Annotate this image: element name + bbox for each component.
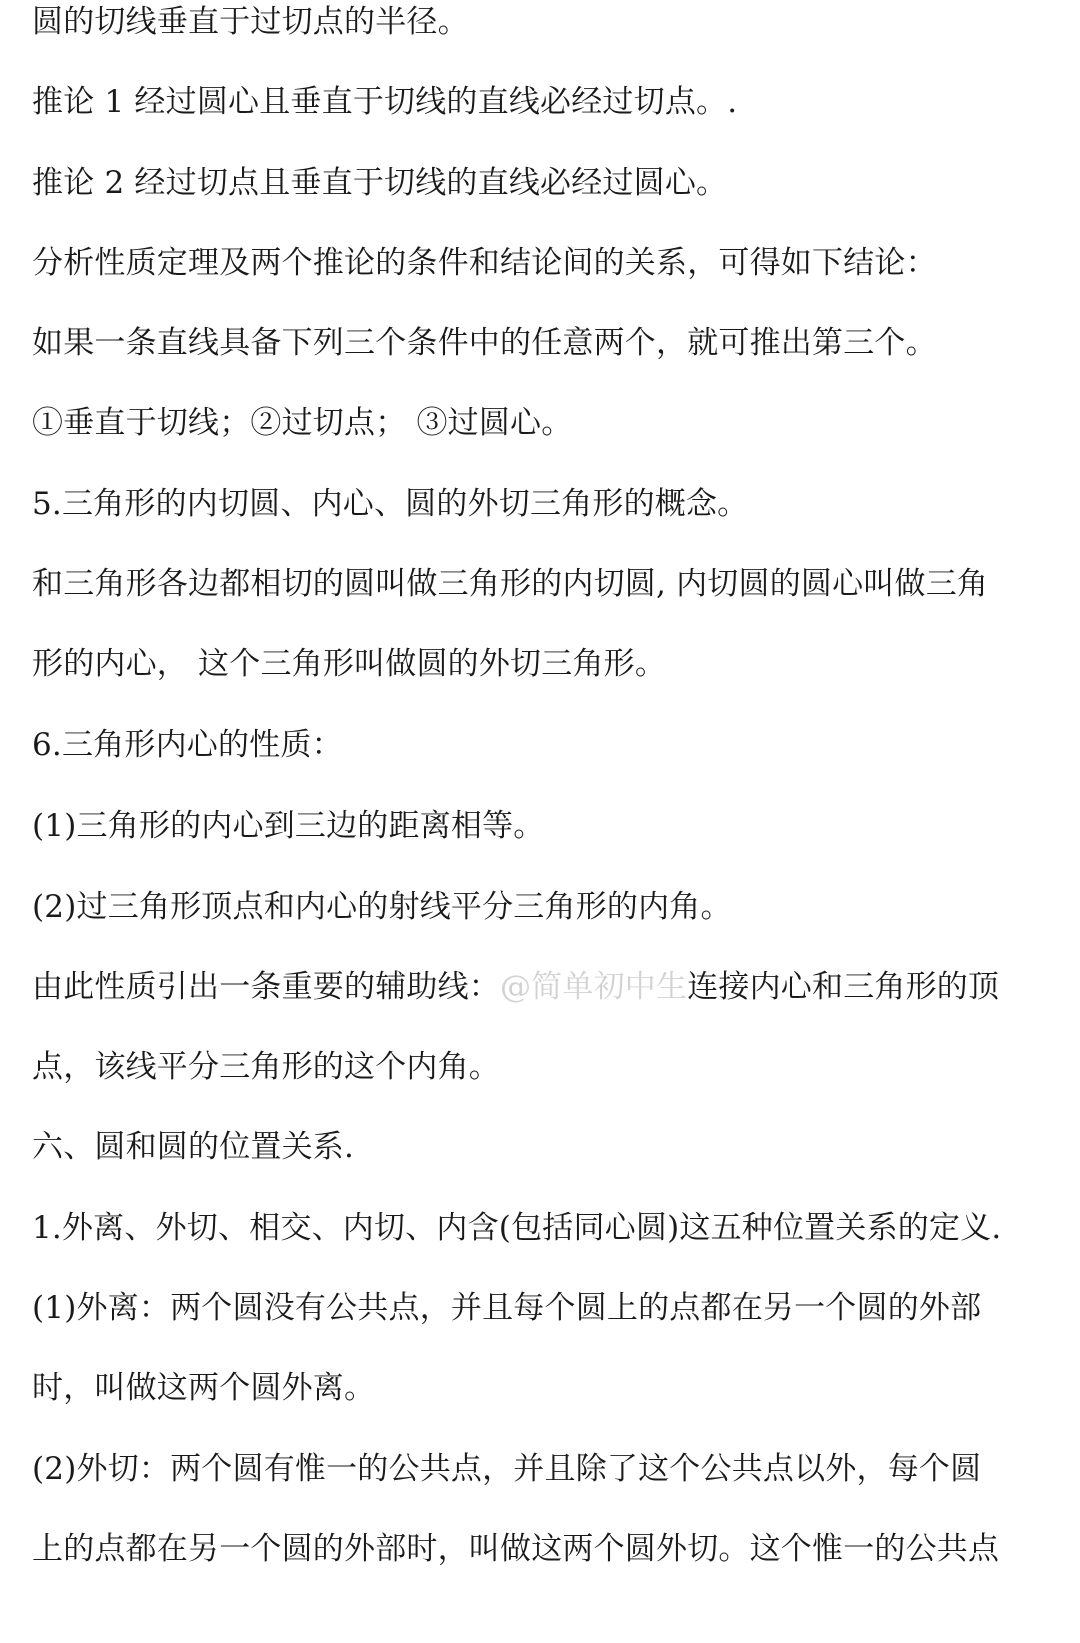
text-segment: 连接内心和三角形的顶 xyxy=(687,969,1000,1005)
text-line: 1.外离、外切、相交、内切、内含(包括同心圆)这五种位置关系的定义. xyxy=(32,1210,1002,1246)
text-line: 如果一条直线具备下列三个条件中的任意两个，就可推出第三个。 xyxy=(32,325,937,361)
text-line: 形的内心， 这个三角形叫做圆的外切三角形。 xyxy=(32,646,667,682)
text-line: 上的点都在另一个圆的外部时，叫做这两个圆外切。这个惟一的公共点 xyxy=(32,1531,1000,1567)
text-line: ①垂直于切线；②过切点； ③过圆心。 xyxy=(32,405,573,441)
text-line: (1)三角形的内心到三边的距离相等。 xyxy=(32,808,545,844)
text-line: 和三角形各边都相切的圆叫做三角形的内切圆, 内切圆的圆心叫做三角 xyxy=(32,566,989,602)
text-line: 圆的切线垂直于过切点的半径。 xyxy=(32,4,469,40)
text-line: 点，该线平分三角形的这个内角。 xyxy=(32,1049,500,1085)
section-heading: 六、圆和圆的位置关系. xyxy=(32,1129,355,1165)
text-line: (2)过三角形顶点和内心的射线平分三角形的内角。 xyxy=(32,889,732,925)
section-heading: 6.三角形内心的性质： xyxy=(32,727,343,763)
watermark: @简单初中生 xyxy=(500,969,688,1005)
text-line: 推论 1 经过圆心且垂直于切线的直线必经过切点。. xyxy=(32,84,738,120)
text-line: (2)外切：两个圆有惟一的公共点，并且除了这个公共点以外，每个圆 xyxy=(32,1451,982,1487)
text-line: (1)外离：两个圆没有公共点，并且每个圆上的点都在另一个圆的外部 xyxy=(32,1290,982,1326)
text-segment: 由此性质引出一条重要的辅助线： xyxy=(32,969,500,1005)
text-line: 时，叫做这两个圆外离。 xyxy=(32,1370,376,1406)
section-heading: 5.三角形的内切圆、内心、圆的外切三角形的概念。 xyxy=(32,486,749,522)
text-line xyxy=(32,967,999,1007)
text-line: 分析性质定理及两个推论的条件和结论间的关系，可得如下结论： xyxy=(32,245,937,281)
text-line: 推论 2 经过切点且垂直于切线的直线必经过圆心。 xyxy=(32,165,728,201)
